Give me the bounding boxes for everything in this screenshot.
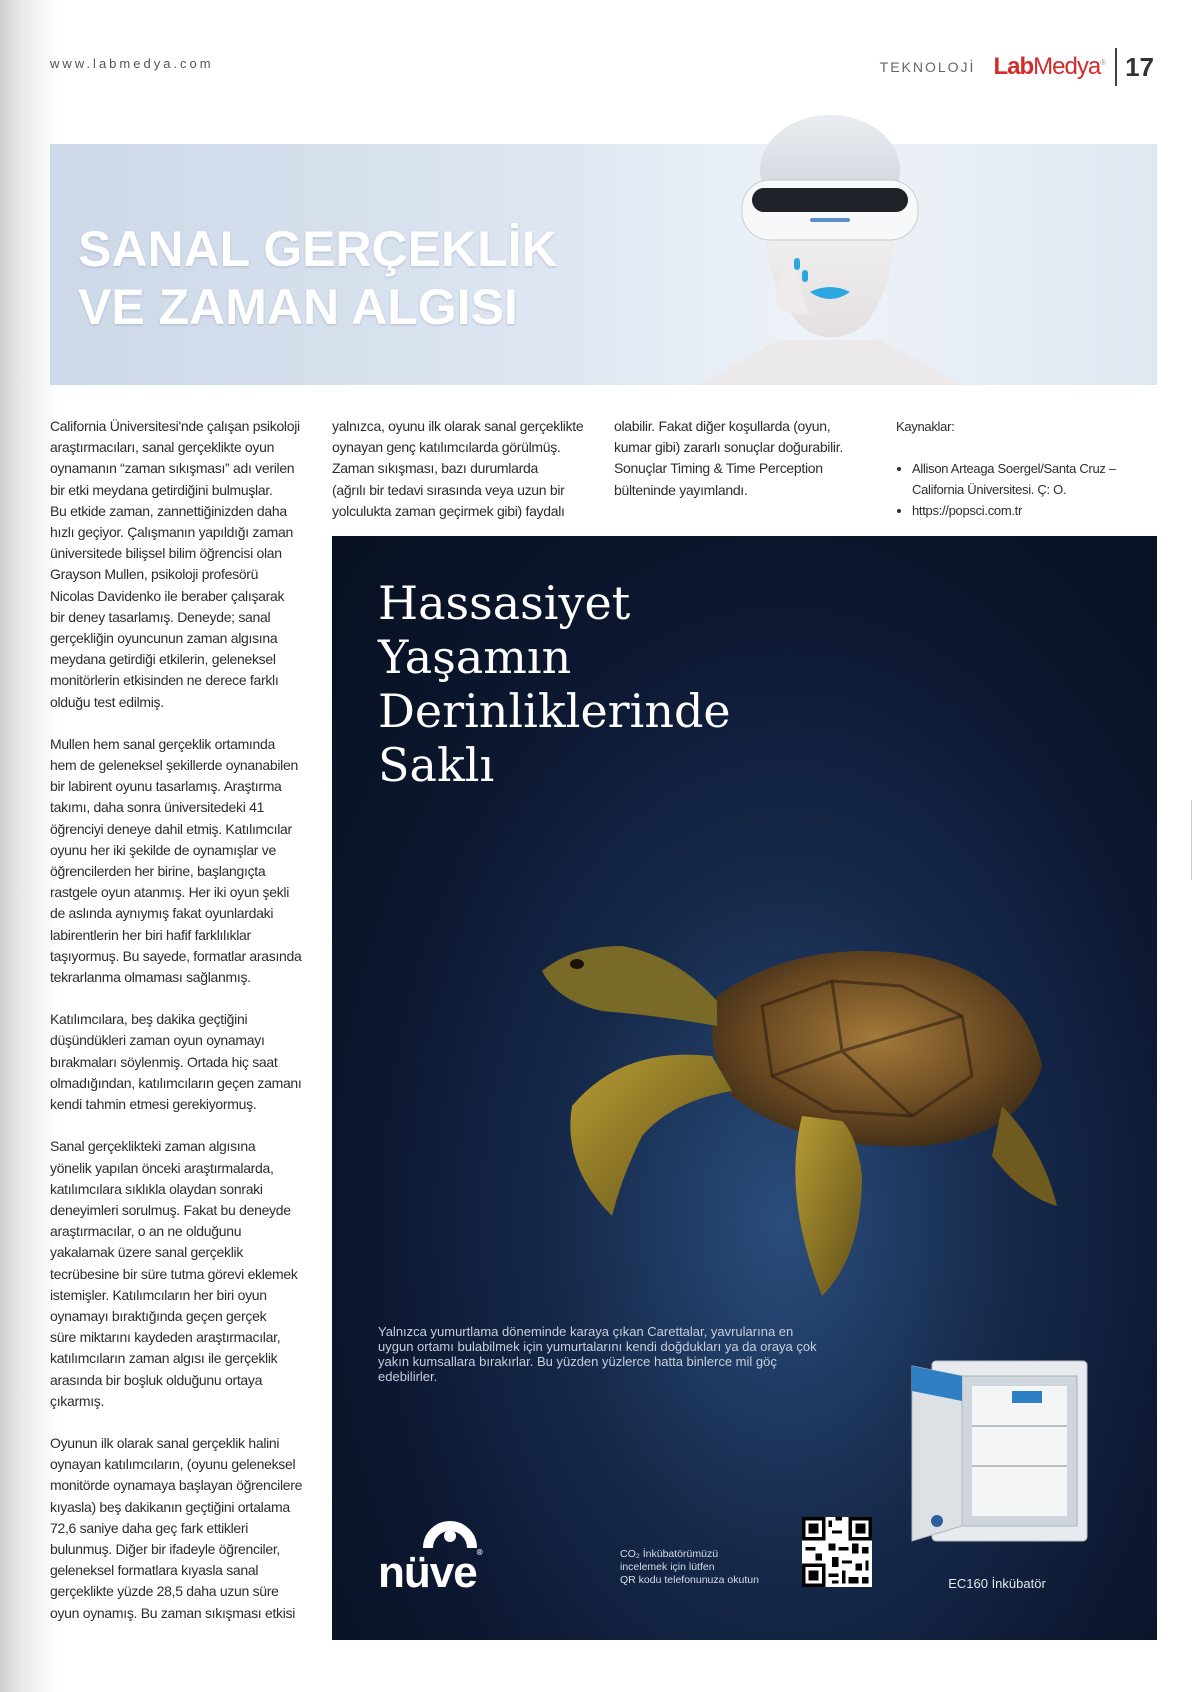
article-paragraph: olabilir. Fakat diğer koşullarda (oyun, kumar gibi) zararlı sonuçlar doğurabilir. Sonuçlar Timing & Time Perception bülteninde yayımlandı.	[614, 418, 843, 498]
labmedya-logo: LabMedya®	[993, 53, 1106, 80]
section-label: TEKNOLOJİ	[879, 59, 976, 75]
sources-block	[896, 416, 1161, 521]
sources-title: Kaynaklar:	[896, 419, 955, 434]
article-column-3	[614, 416, 879, 522]
product-label: EC160 İnkübatör	[948, 1576, 1046, 1591]
sources-list	[896, 458, 1161, 521]
article-paragraph: Mullen hem sanal gerçeklik ortamında hem de geleneksel şekillerde oynanabilen bir labirent oyunu tasarlamış. Araştırma takımı, daha sonra üniversitedeki 41 öğrenciyi deneye dahil etmiş. Katılımcılar oyunu her iki şekilde de oynamışlar ve öğrencilerden her birine, başlangıçta rastgele oyun atanmış. Her iki oyun şekli de aslında aynıymış fakat oyunlardaki labirentlerin her biri hafif farklılıklar taşıyormuş. Bu sayede, formatlar arasında tekrarlanma olmaması sağlanmış.	[50, 735, 302, 986]
page-number: 17	[1125, 51, 1154, 82]
sea-turtle-photo	[502, 876, 1072, 1306]
article-title-line2: VE ZAMAN ALGISI	[78, 279, 518, 335]
source-link[interactable]: • https://popsci.com.tr	[912, 500, 1161, 521]
article-column-1	[50, 416, 315, 1645]
article-paragraph: California Üniversitesi'nde çalışan psikoloji araştırmacıları, sanal gerçeklikte oyun oynamanın “zaman sıkışması” adı verilen bir etki meydana getirdiğini bulmuşlar. Bu etkide zaman, zannettiğinizden daha hızlı geçiyor. Çalışmanın yapıldığı zaman üniversitede bilişsel bilim öğrencisi olan Grayson Mullen, psikoloji profesörü Nicolas Davidenko ile beraber çalışarak bir deney tasarlamış. Deneyde; sanal gerçekliğin oyuncunun zaman algısına meydana getirdiği etkilerin, geleneksel monitörlerin etkisinden ne derece farklı olduğu test edilmiş.	[50, 418, 300, 710]
qr-caption: CO₂ İnkübatörümüzü incelemek için lütfen QR kodu telefonunuza okutun	[620, 1548, 759, 1586]
source-item: • Allison Arteaga Soergel/Santa Cruz – California Üniversitesi. Ç: O.	[912, 458, 1161, 500]
nuve-brand-name: nüve®	[378, 1548, 482, 1597]
article-paragraph: Katılımcılara, beş dakika geçtiğini düşündükleri zaman oyun oynamayı bırakmaları söylenmiş. Ortada hiç saat olmadığından, katılımcıların geçen zamanı kendi tahmin etmesi gerekiyormuş.	[50, 1011, 302, 1113]
brand-wordmark: nüve	[378, 1548, 477, 1597]
page-edge-mark	[1191, 800, 1200, 880]
nuve-advertisement	[332, 536, 1157, 1640]
article-title	[78, 220, 558, 336]
header-divider	[1115, 48, 1117, 86]
ad-headline: Hassasiyet Yaşamın Derinliklerinde Saklı	[378, 576, 731, 792]
logo-bold-part: Lab	[993, 53, 1034, 80]
article-column-2	[332, 416, 600, 543]
article-paragraph: Sanal gerçeklikteki zaman algısına yönelik yapılan önceki araştırmalarda, katılımcılara sıklıkla olaydan sonraki deneyimleri sorulmuş. Fakat bu deneyde araştırmacılar, o an ne olduğunu yakalamak üzere sanal gerçeklik tecrübesine bir süre tutma görevi eklemek istemişler. Katılımcıların her biri oyun oynamayı bıraktığında geçen gerçek süre miktarını kaydeden araştırmacılar, katılımcıların zaman algısı ile gerçeklik arasında bir boşluk olduğunu ortaya çıkarmış.	[50, 1138, 298, 1409]
page-header	[880, 48, 1154, 86]
article-paragraph: Oyunun ilk olarak sanal gerçeklik halini oynayan katılımcıların, (oyunu geleneksel monitörde oynamaya başlayan öğrencilere kıyasla) beş dakikanın geçtiğini ortalama 72,6 saniye daha geç fark ettikleri bulunmuş. Diğer bir ifadeyle öğrenciler, geleneksel formatlara kıyasla sanal gerçeklikte yüzde 28,5 daha uzun süre oyun oynamış. Bu zaman sıkışması etkisi	[50, 1434, 303, 1621]
header-url[interactable]: www.labmedya.com	[50, 56, 214, 71]
incubator-photo	[902, 1346, 1102, 1546]
article-title-line1: SANAL GERÇEKLİK	[78, 221, 558, 277]
vr-headset-photo	[660, 110, 1000, 385]
article-banner	[50, 144, 1157, 385]
logo-thin-part: Medya	[1033, 53, 1101, 80]
qr-code[interactable]	[802, 1517, 872, 1587]
ad-body-text: Yalnızca yumurtlama döneminde karaya çıkan Carettalar, yavrularına en uygun ortamı bulabilmek için yumurtalarını kendi doğdukları ya da oraya çok yakın kumsallara bırakırlar. Bu yüzden yüzlerce hatta binlerce mil göç edebilirler.	[378, 1324, 817, 1384]
article-paragraph: yalnızca, oyunu ilk olarak sanal gerçeklikte oynayan genç katılımcılarda görülmüş. Zaman sıkışması, bazı durumlarda (ağrılı bir tedavi sırasında veya uzun bir yolculukta zaman geçirmek gibi) faydalı	[332, 418, 584, 519]
